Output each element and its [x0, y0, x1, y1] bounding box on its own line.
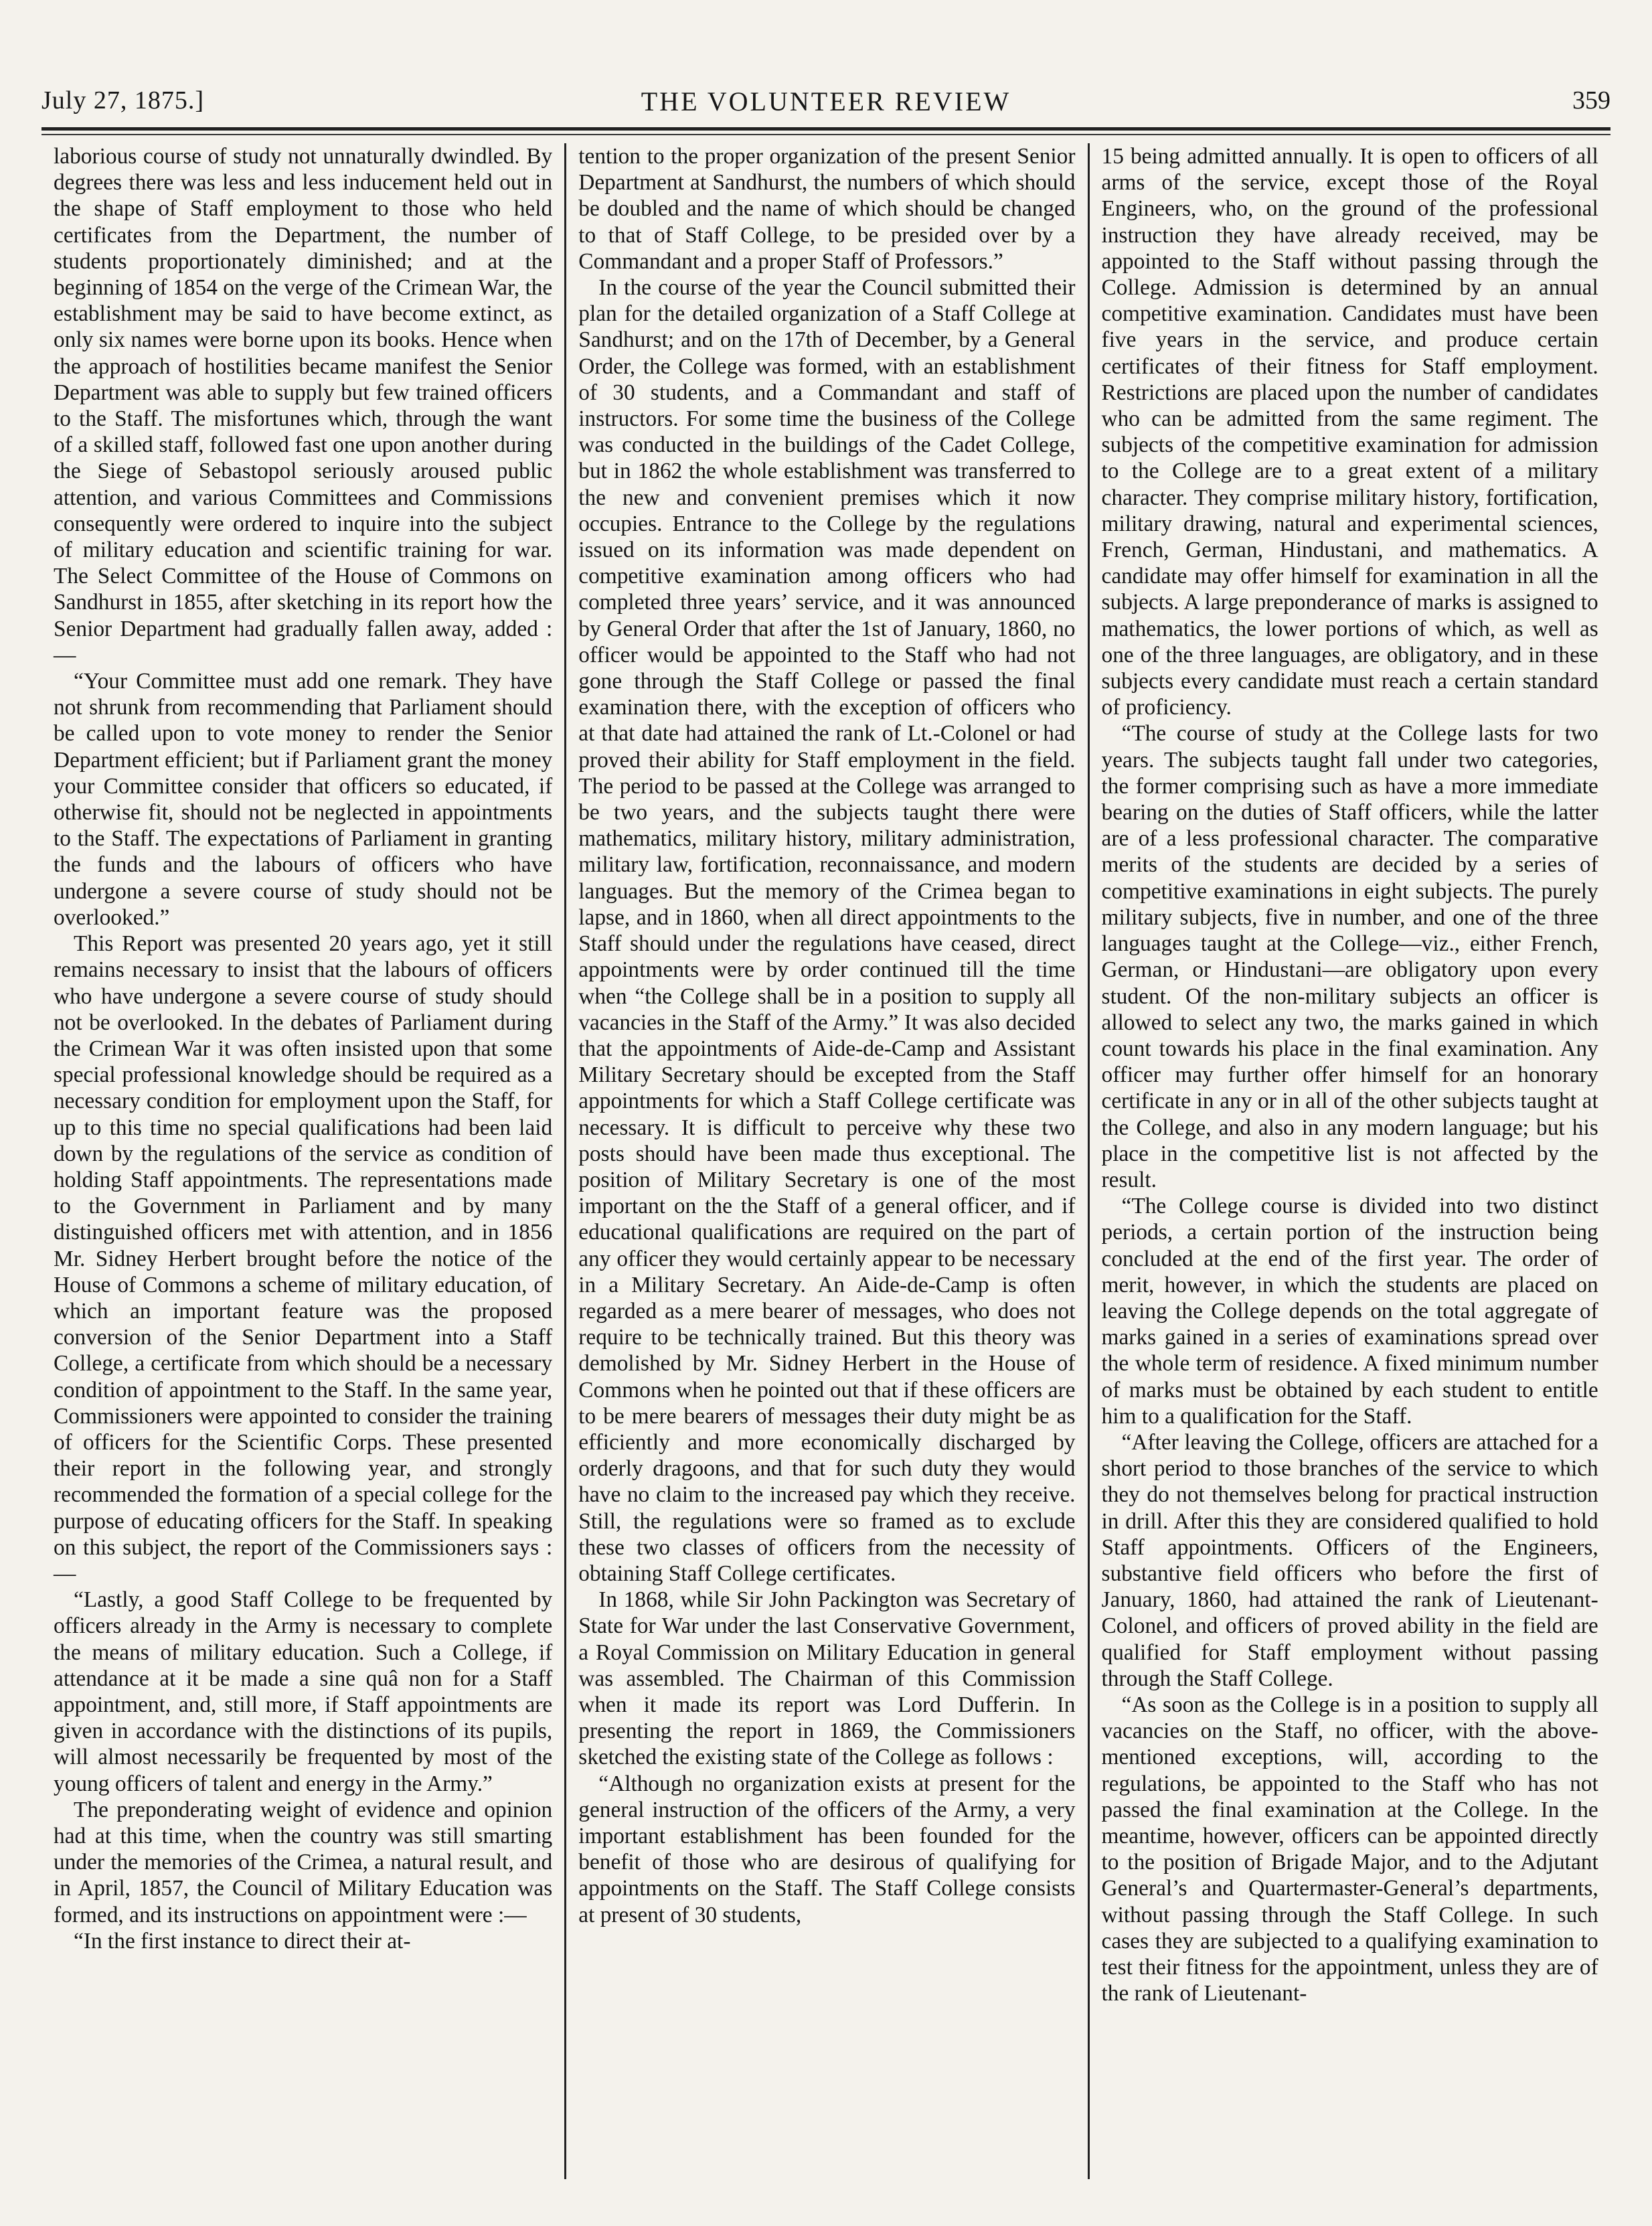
paragraph: “In the first instance to direct their at-	[74, 1928, 411, 1954]
paragraph: laborious course of study not unnaturally dwindled. By degrees there was less and less inducement held out in the shape of Staff employment to those who held certificates from the Department, the number of students proportionately diminished; and at the beginning of 1854 on the verge of the Crimean War, the establishment may be said to have become extinct, as only six names were borne upon its books. Hence when the approach of hostilities became manifest the Senior Department was able to supply but few trained officers to the Staff. The misfortunes which, through the want of a skilled staff, followed fast one upon another during the Siege of Sebastopol seriously aroused public attention, and various Committees and Commissions consequently were ordered to inquire into the subject of military education and scientific training for war. The Select Committee of the House of Commons on Sandhurst in 1855, after sketching in its report how the Senior Department had gradually fallen away, added :—	[54, 144, 553, 667]
paragraph: “Although no organization exists at present for the general instruction of the officers of the Army, a very important establishment has been founded for the benefit of those who are desirous of qualifying for appointments on the Staff. The Staff College consists at present of 30 students,	[578, 1771, 1076, 1927]
paragraph: The preponderating weight of evidence and opinion had at this time, when the country was still smarting under the memories of the Crimea, a natural result, and in April, 1857, the Council of Military Education was formed, and its instructions on appointment were :—	[54, 1797, 553, 1927]
paragraph: “The course of study at the College lasts for two years. The subjects taught fall under two categories, the former comprising such as have a more immediate bearing on the duties of Staff officers, while the latter are of a less professional character. The comparative merits of the students are decided by a series of competitive examinations in eight subjects. The purely military subjects, five in number, and one of the three languages taught at the College—viz., either French, German, or Hindustani—are obligatory upon every student. Of the non-military subjects an officer is allowed to select any two, the marks gained in which count towards his place in the final examination. Any officer may further offer himself for an honorary certificate in any or in all of the other subjects taught at the College, and also in any modern language; but his place in the competitive list is not affected by the result.	[1101, 721, 1598, 1192]
paragraph: “As soon as the College is in a position to supply all vacancies on the Staff, no officer, with the above-mentioned exceptions, will, according to the regulations, be appointed to the Staff who has not passed the final examination at the College. In the meantime, however, officers can be appointed directly to the position of Brigade Major, and to the Adjutant General’s and Quartermaster-General’s departments, without passing through the Staff College. In such cases they are subjected to a qualifying examination to test their fitness for the appointment, unless they are of the rank of Lieutenant-	[1101, 1692, 1598, 2006]
paragraph: “The College course is divided into two distinct periods, a certain portion of the instruction being concluded at the end of the first year. The order of merit, however, in which the students are placed on leaving the College depends on the total aggregate of marks gained in a series of examinations spread over the whole term of residence. A fixed minimum number of marks must be obtained by each student to entitle him to a qualification for the Staff.	[1101, 1194, 1598, 1429]
column-3	[1088, 143, 1610, 2179]
masthead	[42, 86, 1610, 126]
article-columns	[42, 143, 1610, 2179]
paragraph: “After leaving the College, officers are attached for a short period to those branches of the service to which they do not themselves belong for practical instruction in drill. After this they are considered qualified to hold Staff appointments. Officers of the Engineers, substantive field officers who before the first of January, 1860, had attained the rank of Lieutenant-Colonel, and officers of proved ability in the field are qualified for Staff employment without passing through the Staff College.	[1101, 1429, 1598, 1691]
paragraph: “Lastly, a good Staff College to be frequented by officers already in the Army is necessary to complete the means of military education. Such a College, if attendance at it be made a sine quâ non for a Staff appointment, and, still more, if Staff appointments are given in accordance with the distinctions of its pupils, will almost necessarily be frequented by most of the young officers of talent and energy in the Army.”	[54, 1587, 553, 1796]
paragraph: 15 being admitted annually. It is open to officers of all arms of the service, except those of the Royal Engineers, who, on the ground of the professional instruction they have already received, may be appointed to the Staff without passing through the College. Admission is determined by an annual competitive examination. Candidates must have been five years in the service, and produce certain certificates of their fitness for Staff employment. Restrictions are placed upon the number of candidates who can be admitted from the same regiment. The subjects of the competitive examination for admission to the College are to a great extent of a military character. They comprise military history, fortification, military drawing, natural and experimental sciences, French, German, Hindustani, and mathematics. A candidate may offer himself for examination in all the subjects. A large preponderance of marks is assigned to mathematics, the lower portions of which, as well as one of the three languages, are obligatory, and in these subjects every candidate must reach a certain standard of proficiency.	[1101, 144, 1598, 720]
header-rule	[42, 127, 1610, 131]
page-number: 359	[1572, 86, 1610, 114]
issue-date: July 27, 1875.]	[42, 86, 204, 114]
paragraph: “Your Committee must add one remark. They have not shrunk from recommending that Parliament should be called upon to vote money to render the Senior Department efficient; but if Parliament grant the money your Committee consider that officers so educated, if otherwise fit, should not be neglected in appointments to the Staff. The expectations of Parliament in granting the funds and the labours of officers who have undergone a severe course of study should not be overlooked.”	[54, 669, 553, 930]
column-1	[42, 143, 564, 2179]
paragraph: This Report was presented 20 years ago, yet it still remains necessary to insist that the labours of officers who have undergone a severe course of study should not be overlooked. In the debates of Parliament during the Crimean War it was often insisted upon that some special professional knowledge should be required as a necessary condition for employment upon the Staff, for up to this time no special qualifications had been laid down by the regulations of the service as condition of holding Staff appointments. The representations made to the Government in Parliament and by many distinguished officers met with attention, and in 1856 Mr. Sidney Herbert brought before the notice of the House of Commons a scheme of military education, of which an important feature was the proposed conversion of the Senior Department into a Staff College, a certificate from which should be a necessary condition of appointment to the Staff. In the same year, Commissioners were appointed to consider the training of officers for the Scientific Corps. These presented their report in the following year, and strongly recommended the formation of a special college for the purpose of educating officers for the Staff. In speaking on this subject, the report of the Commissioners says :—	[54, 931, 553, 1586]
paragraph: In 1868, while Sir John Packington was Secretary of State for War under the last Conservative Government, a Royal Commission on Military Education in general was assembled. The Chairman of this Commission when it made its report was Lord Dufferin. In presenting the report in 1869, the Commissioners sketched the existing state of the College as follows :	[578, 1587, 1076, 1770]
column-2	[564, 143, 1087, 2179]
publication-title: THE VOLUNTEER REVIEW	[641, 86, 1011, 116]
paragraph: In the course of the year the Council submitted their plan for the detailed organization of a Staff College at Sandhurst; and on the 17th of December, by a General Order, the College was formed, with an establishment of 30 students, and a Commandant and staff of instructors. For some time the business of the College was conducted in the buildings of the Cadet College, but in 1862 the whole establishment was transferred to the new and convenient premises which it now occupies. Entrance to the College by the regulations issued on its information was made dependent on competitive examination among officers who had completed three years’ service, and it was announced by General Order that after the 1st of January, 1860, no officer would be appointed to the Staff who had not gone through the Staff College or passed the final examination there, with the exception of officers who at that date had attained the rank of Lt.-Colonel or had proved their ability for Staff employment in the field. The period to be passed at the College was arranged to be two years, and the subjects taught there were mathematics, military history, military administration, military law, fortification, reconnaissance, and modern languages. But the memory of the Crimea began to lapse, and in 1860, when all direct appointments to the Staff should under the regulations have ceased, direct appointments were by order continued till the time when “the College shall be in a position to supply all vacancies in the Staff of the Army.” It was also decided that the appointments of Aide-de-Camp and Assistant Military Secretary should be excepted from the Staff appointments for which a Staff College certificate was necessary. It is difficult to perceive why these two posts should have been made thus exceptional. The position of Military Secretary is one of the most important on the the Staff of a general officer, and if educational qualifications are required on the part of any officer they would certainly appear to be necessary in a Military Secretary. An Aide-de-Camp is often regarded as a mere bearer of messages, who does not require to be technically trained. But this theory was demolished by Mr. Sidney Herbert in the House of Commons when he pointed out that if these officers are to be mere bearers of messages their duty might be as efficiently and more economically discharged by orderly dragoons, and that for such duty they would have no claim to the increased pay which they receive. Still, the regulations were so framed as to exclude these two classes of officers from the necessity of obtaining Staff College certificates.	[578, 275, 1076, 1586]
paragraph: tention to the proper organization of the present Senior Department at Sandhurst, the numbers of which should be doubled and the name of which should be changed to that of Staff College, to be presided over by a Commandant and a proper Staff of Professors.”	[578, 144, 1076, 274]
header-rule-thin	[42, 134, 1610, 135]
